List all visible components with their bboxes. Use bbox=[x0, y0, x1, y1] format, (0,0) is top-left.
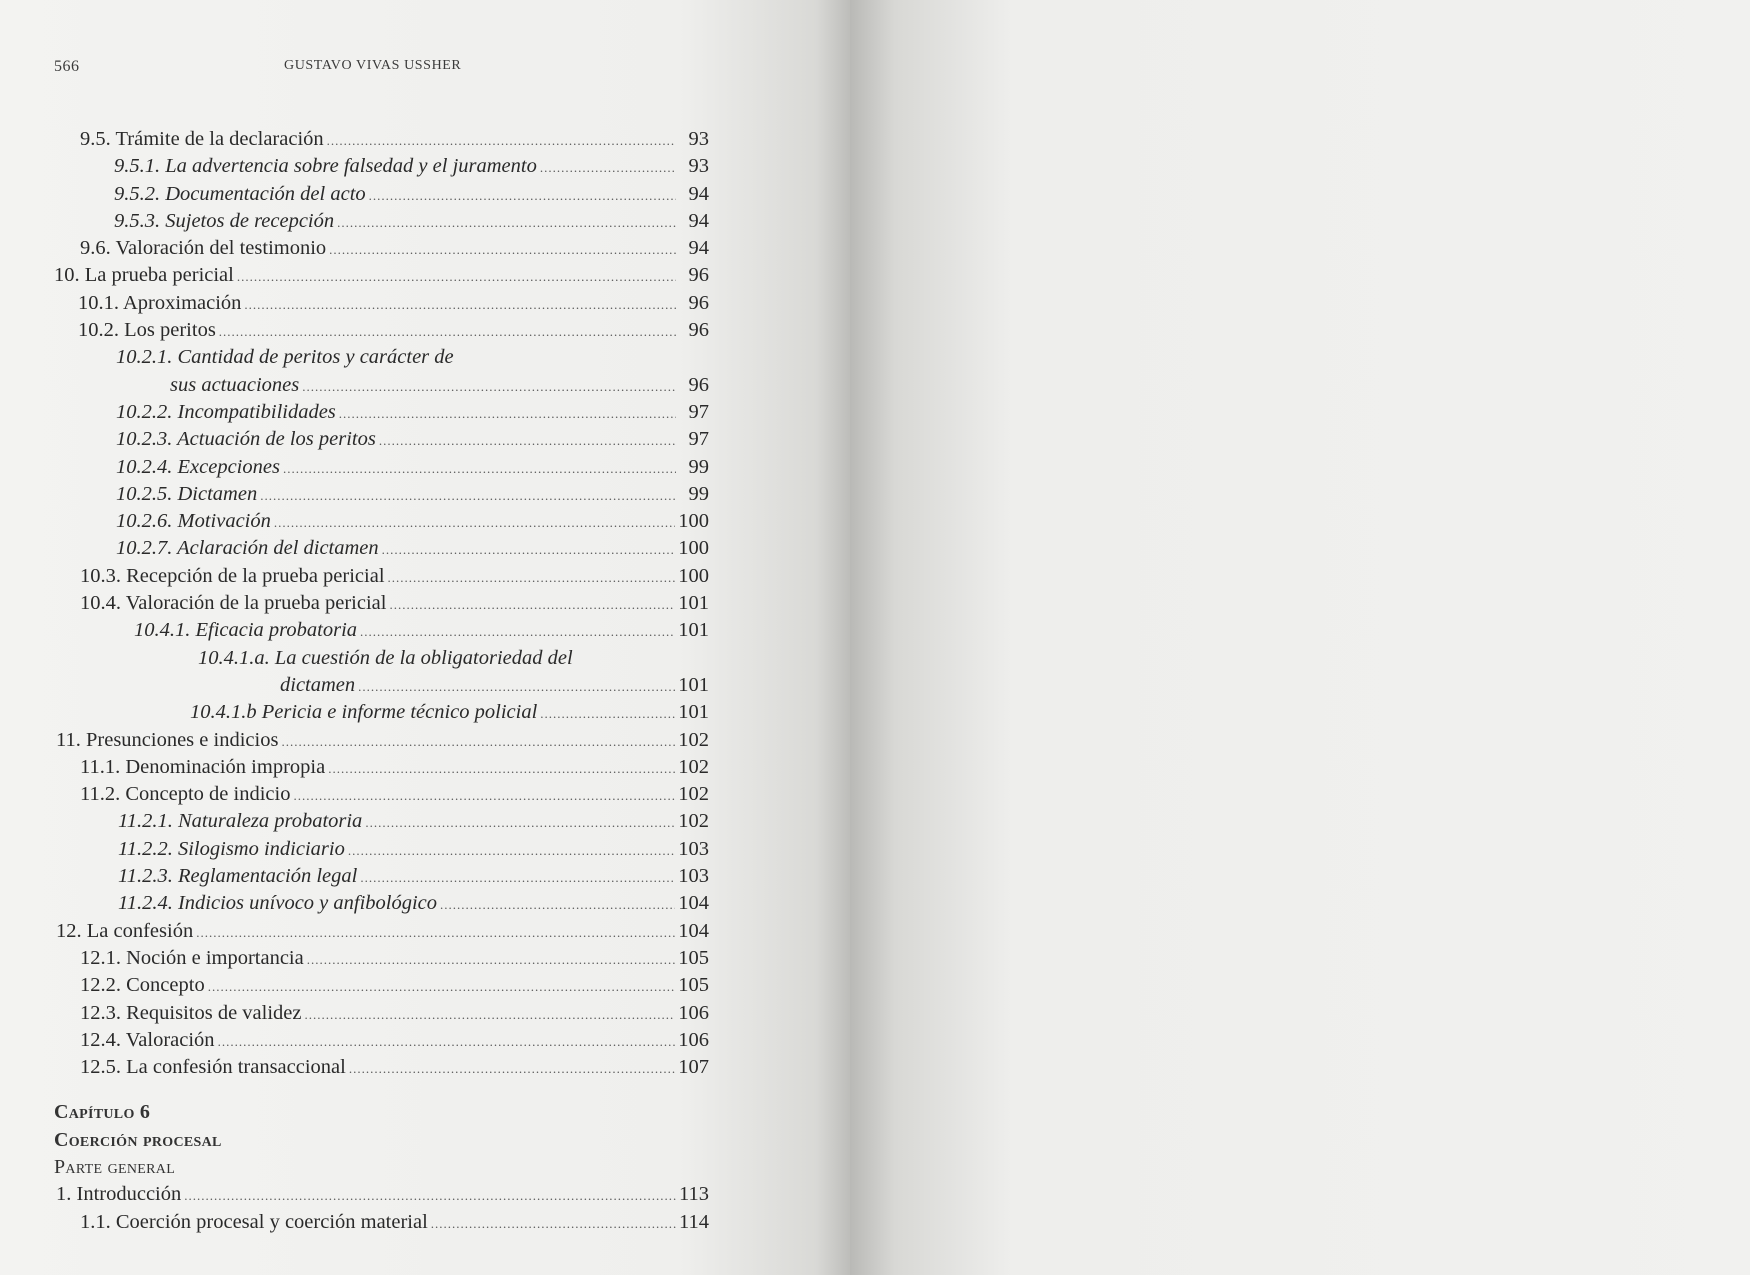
toc-entry bbox=[54, 1181, 709, 1208]
toc-entry-title: 11.1. Denominación impropia bbox=[80, 755, 326, 778]
table-of-contents-left bbox=[54, 126, 709, 1236]
toc-entry-page: 102 bbox=[678, 810, 709, 833]
toc-entry bbox=[54, 372, 709, 399]
toc-entry bbox=[54, 235, 709, 262]
toc-entry-title: sus actuaciones bbox=[170, 373, 300, 396]
right-page bbox=[850, 0, 1750, 1275]
toc-entry-title: 11.2.4. Indicios unívoco y anfibológico bbox=[118, 892, 438, 915]
toc-entry-title: 10.2.1. Cantidad de peritos y carácter de bbox=[116, 346, 454, 369]
toc-entry-page: 100 bbox=[678, 537, 709, 560]
toc-entry-title: 11.2.3. Reglamentación legal bbox=[118, 865, 358, 888]
dot-leader bbox=[388, 564, 676, 591]
toc-entry bbox=[54, 890, 709, 917]
toc-entry-page: 101 bbox=[678, 701, 709, 724]
toc-entry bbox=[54, 262, 709, 289]
dot-leader bbox=[540, 154, 676, 181]
toc-entry-page: 94 bbox=[688, 237, 709, 260]
toc-entry-title: 1. Introducción bbox=[56, 1183, 182, 1206]
dot-leader bbox=[382, 536, 676, 563]
dot-leader bbox=[348, 837, 675, 864]
dot-leader bbox=[274, 509, 675, 536]
toc-entry-title: 11.2.1. Naturaleza probatoria bbox=[118, 810, 363, 833]
toc-entry bbox=[54, 972, 709, 999]
dot-leader bbox=[302, 373, 676, 400]
running-head-author: GUSTAVO VIVAS USSHER bbox=[284, 58, 462, 73]
dot-leader bbox=[329, 236, 676, 263]
toc-entry-page: 101 bbox=[678, 673, 709, 696]
toc-entry bbox=[54, 317, 709, 344]
dot-leader bbox=[219, 318, 676, 345]
dot-leader bbox=[208, 973, 676, 1000]
toc-entry bbox=[54, 672, 709, 699]
dot-leader bbox=[389, 591, 675, 618]
toc-entry-page: 99 bbox=[688, 482, 709, 505]
toc-entry-page: 94 bbox=[688, 209, 709, 232]
toc-entry-title: 9.6. Valoración del testimonio bbox=[80, 237, 327, 260]
toc-entry bbox=[54, 727, 709, 754]
toc-entry-page: 106 bbox=[678, 1028, 709, 1051]
toc-entry-title: 9.5.2. Documentación del acto bbox=[114, 182, 366, 205]
dot-leader bbox=[360, 618, 675, 645]
toc-entry bbox=[54, 208, 709, 235]
dot-leader bbox=[237, 263, 676, 290]
toc-entry-title: 12.4. Valoración bbox=[80, 1028, 215, 1051]
toc-entry bbox=[54, 617, 709, 644]
toc-entry-title: 10. La prueba pericial bbox=[54, 264, 234, 287]
section-heading: Parte general bbox=[54, 1155, 176, 1178]
toc-entry-page: 102 bbox=[678, 728, 709, 751]
dot-leader bbox=[358, 673, 675, 700]
toc-entry-page: 103 bbox=[678, 865, 709, 888]
toc-entry-title: 10.4.1.b Pericia e informe técnico policial bbox=[190, 701, 538, 724]
toc-entry-title: 1.1. Coerción procesal y coerción material bbox=[80, 1210, 428, 1233]
toc-entry-page: 96 bbox=[688, 373, 709, 396]
dot-leader bbox=[339, 400, 676, 427]
toc-entry-title: 10.4. Valoración de la prueba pericial bbox=[80, 592, 387, 615]
toc-entry-title: 12.5. La confesión transaccional bbox=[80, 1056, 346, 1079]
toc-entry bbox=[54, 1209, 709, 1236]
dot-leader bbox=[260, 482, 676, 509]
toc-entry-page: 100 bbox=[678, 564, 709, 587]
toc-entry-title: dictamen bbox=[280, 673, 356, 696]
toc-entry-page: 96 bbox=[688, 291, 709, 314]
toc-entry bbox=[54, 1000, 709, 1027]
toc-entry bbox=[54, 754, 709, 781]
toc-entry-title: 10.2.2. Incompatibilidades bbox=[116, 400, 336, 423]
toc-entry-page: 99 bbox=[688, 455, 709, 478]
toc-entry-title: 9.5.3. Sujetos de recepción bbox=[114, 209, 335, 232]
dot-leader bbox=[431, 1210, 676, 1237]
toc-entry bbox=[54, 1054, 709, 1081]
dot-leader bbox=[360, 864, 675, 891]
toc-entry-title: 10.2.7. Aclaración del dictamen bbox=[116, 537, 379, 560]
toc-entry-page: 105 bbox=[678, 946, 709, 969]
dot-leader bbox=[328, 755, 675, 782]
toc-entry-title: 11.2. Concepto de indicio bbox=[80, 783, 291, 806]
toc-entry bbox=[54, 563, 709, 590]
toc-entry-page: 96 bbox=[688, 319, 709, 342]
toc-entry-title: 10.3. Recepción de la prueba pericial bbox=[80, 564, 385, 587]
dot-leader bbox=[337, 209, 676, 236]
toc-entry-title: 10.2. Los peritos bbox=[78, 319, 216, 342]
toc-entry bbox=[54, 181, 709, 208]
toc-entry-title: 10.4.1. Eficacia probatoria bbox=[134, 619, 358, 642]
toc-entry-title: 12. La confesión bbox=[56, 919, 194, 942]
dot-leader bbox=[369, 182, 676, 209]
toc-entry-page: 102 bbox=[678, 783, 709, 806]
toc-entry bbox=[54, 645, 709, 672]
toc-entry bbox=[54, 918, 709, 945]
toc-entry bbox=[54, 590, 709, 617]
toc-entry-page: 94 bbox=[688, 182, 709, 205]
toc-entry-page: 101 bbox=[678, 619, 709, 642]
toc-entry bbox=[54, 863, 709, 890]
toc-entry-page: 100 bbox=[678, 510, 709, 533]
toc-entry-page: 104 bbox=[678, 892, 709, 915]
toc-entry bbox=[54, 126, 709, 153]
section-heading: Coerción procesal bbox=[54, 1128, 222, 1151]
toc-entry-title: 10.2.6. Motivación bbox=[116, 510, 271, 533]
dot-leader bbox=[379, 427, 676, 454]
toc-entry bbox=[54, 399, 709, 426]
toc-entry-page: 93 bbox=[688, 155, 709, 178]
dot-leader bbox=[184, 1182, 676, 1209]
toc-entry bbox=[54, 808, 709, 835]
toc-entry-page: 103 bbox=[678, 837, 709, 860]
toc-entry-title: 10.2.5. Dictamen bbox=[116, 482, 258, 505]
toc-entry bbox=[54, 535, 709, 562]
dot-leader bbox=[304, 1001, 675, 1028]
toc-entry-title: 12.2. Concepto bbox=[80, 974, 205, 997]
toc-entry bbox=[54, 836, 709, 863]
dot-leader bbox=[327, 127, 676, 154]
toc-entry-title: 12.1. Noción e importancia bbox=[80, 946, 304, 969]
dot-leader bbox=[540, 700, 675, 727]
dot-leader bbox=[281, 728, 675, 755]
dot-leader bbox=[244, 291, 676, 318]
toc-entry-title: 10.4.1.a. La cuestión de la obligatoriedad del bbox=[198, 646, 573, 669]
dot-leader bbox=[349, 1055, 675, 1082]
toc-entry-page: 97 bbox=[688, 400, 709, 423]
toc-entry-title: 9.5.1. La advertencia sobre falsedad y el juramento bbox=[114, 155, 537, 178]
toc-entry-page: 101 bbox=[678, 592, 709, 615]
dot-leader bbox=[218, 1028, 676, 1055]
dot-leader bbox=[196, 919, 675, 946]
toc-entry-page: 113 bbox=[679, 1183, 709, 1206]
toc-entry-page: 107 bbox=[678, 1056, 709, 1079]
toc-entry bbox=[54, 945, 709, 972]
dot-leader bbox=[283, 455, 676, 482]
toc-entry bbox=[54, 344, 709, 371]
toc-entry bbox=[54, 454, 709, 481]
toc-entry-page: 93 bbox=[688, 128, 709, 150]
toc-entry bbox=[54, 1027, 709, 1054]
toc-entry bbox=[54, 781, 709, 808]
toc-entry bbox=[54, 508, 709, 535]
toc-entry bbox=[54, 153, 709, 180]
toc-entry-title: 12.3. Requisitos de validez bbox=[80, 1001, 302, 1024]
toc-entry-page: 96 bbox=[688, 264, 709, 287]
toc-entry-page: 97 bbox=[688, 428, 709, 451]
toc-entry-title: 11.2.2. Silogismo indiciario bbox=[118, 837, 345, 860]
dot-leader bbox=[440, 891, 675, 918]
toc-entry bbox=[54, 290, 709, 317]
toc-entry-page: 104 bbox=[678, 919, 709, 942]
toc-entry-title: 10.1. Aproximación bbox=[78, 291, 242, 314]
section-spacer bbox=[54, 1081, 709, 1099]
section-heading: Capítulo 6 bbox=[54, 1101, 151, 1124]
toc-entry bbox=[54, 699, 709, 726]
dot-leader bbox=[365, 809, 675, 836]
toc-entry-page: 105 bbox=[678, 974, 709, 997]
toc-entry-title: 10.2.4. Excepciones bbox=[116, 455, 280, 478]
toc-entry-page: 102 bbox=[678, 755, 709, 778]
toc-entry-page: 106 bbox=[678, 1001, 709, 1024]
toc-entry-title: 9.5. Trámite de la declaración bbox=[80, 128, 324, 150]
page-number: 566 bbox=[54, 58, 80, 75]
left-page bbox=[0, 0, 850, 1275]
toc-entry bbox=[54, 426, 709, 453]
toc-entry bbox=[54, 481, 709, 508]
toc-entry-title: 10.2.3. Actuación de los peritos bbox=[116, 428, 376, 451]
toc-entry-page: 114 bbox=[679, 1210, 709, 1233]
toc-entry-title: 11. Presunciones e indicios bbox=[56, 728, 279, 751]
dot-leader bbox=[307, 946, 676, 973]
dot-leader bbox=[293, 782, 675, 809]
